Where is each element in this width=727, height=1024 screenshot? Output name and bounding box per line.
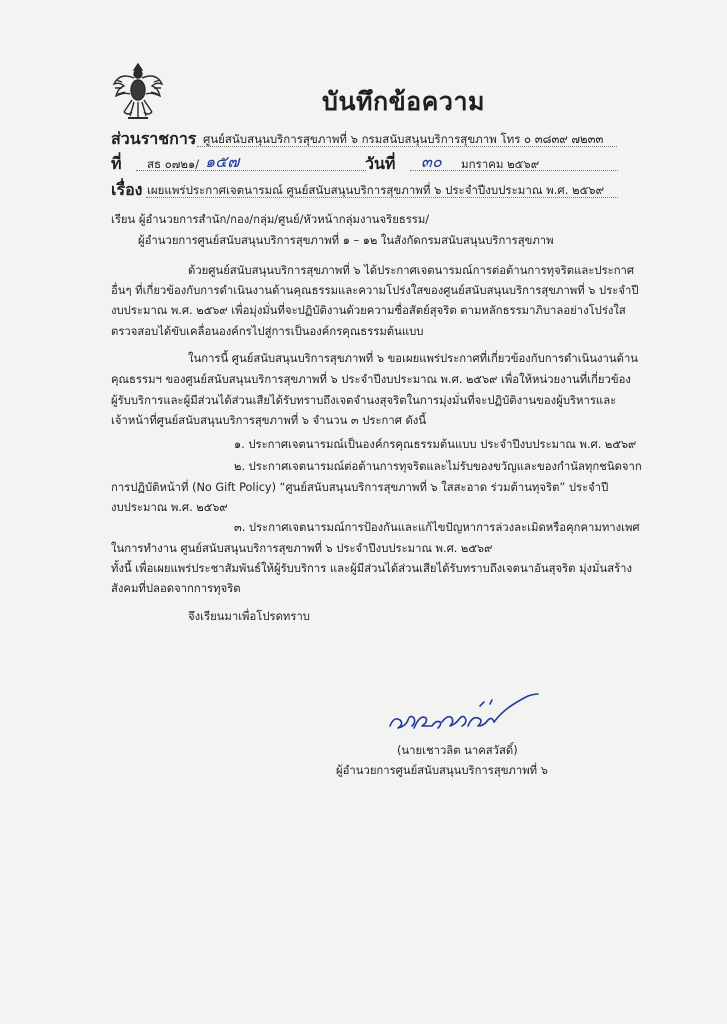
agency-value: ศูนย์สนับสนุนบริการสุขภาพที่ ๖ กรมสนับสนุนบริการสุขภาพ โทร ๐ ๓๘๓๙ ๗๒๓๓ <box>203 132 604 146</box>
item-2-line-1: ๒. ประกาศเจตนารมณ์ต่อต้านการทุจริตและไม่รับของขวัญและของกำนัลทุกชนิดจาก <box>234 460 642 473</box>
para1-line-4: ตรวจสอบได้ขับเคลื่อนองค์กรไปสู่การเป็นองค์กรคุณธรรมต้นแบบ <box>111 325 424 338</box>
date-rest: มกราคม ๒๕๖๙ <box>461 157 540 171</box>
date-label: วันที่ <box>365 154 396 173</box>
signer-position: ผู้อำนวยการศูนย์สนับสนุนบริการสุขภาพที่ ๖ <box>336 764 548 777</box>
garuda-emblem-icon <box>110 58 166 124</box>
agency-dotline <box>197 146 617 147</box>
item-3-line-1: ๓. ประกาศเจตนารมณ์การป้องกันและแก้ไขปัญหาการล่วงละเมิดหรือคุกคามทางเพศ <box>234 521 640 534</box>
addressee-line-2: ผู้อำนวยการศูนย์สนับสนุนบริการสุขภาพที่ ๑ – ๑๒ ในสังกัดกรมสนับสนุนบริการสุขภาพ <box>138 234 554 247</box>
subject-dotline <box>146 197 618 198</box>
item-2-line-2: การปฏิบัติหน้าที่ (No Gift Policy) “ศูนย์สนับสนุนบริการสุขภาพที่ ๖ ใสสะอาด ร่วมต้านทุจริต” ประจำปี <box>111 481 609 494</box>
item-3-line-2: ในการทำงาน ศูนย์สนับสนุนบริการสุขภาพที่ ๖ ประจำปีงบประมาณ พ.ศ. ๒๕๖๙ <box>111 542 493 555</box>
ref-dotline <box>136 170 366 171</box>
ref-value: สธ ๐๗๒๑/ <box>147 157 200 171</box>
ref-number-handwritten: ๑๕๗ <box>205 152 240 171</box>
subject-value: เผยแพร่ประกาศเจตนารมณ์ ศูนย์สนับสนุนบริการสุขภาพที่ ๖ ประจำปีงบประมาณ พ.ศ. ๒๕๖๙ <box>147 183 605 197</box>
para3-line-2: สังคมที่ปลอดจากการทุจริต <box>111 582 241 595</box>
para2-line-2: คุณธรรมฯ ของศูนย์สนับสนุนบริการสุขภาพที่ ๖ ประจำปีงบประมาณ พ.ศ. ๒๕๖๙ เพื่อให้หน่วยงานที่เกี่ยวข้อง <box>111 373 631 386</box>
para1-line-3: งบประมาณ พ.ศ. ๒๕๖๙ เพื่อมุ่งมั่นที่จะปฏิบัติงานด้วยความซื่อสัตย์สุจริต ตามหลักธรรมาภิบาลอย่างโปร่งใส <box>111 304 626 317</box>
signer-name: (นายเชาวลิต นาคสวัสดิ์) <box>397 744 518 757</box>
para1-line-1: ด้วยศูนย์สนับสนุนบริการสุขภาพที่ ๖ ได้ประกาศเจตนารมณ์การต่อต้านการทุจริตและประกาศ <box>188 264 635 277</box>
closing-text: จึงเรียนมาเพื่อโปรดทราบ <box>188 610 310 623</box>
para3-line-1: ทั้งนี้ เพื่อเผยแพร่ประชาสัมพันธ์ให้ผู้รับบริการ และผู้มีส่วนได้ส่วนเสียได้รับทราบถึงเจตนาอันสุจริต มุ่งมั่นสร้าง <box>111 562 633 575</box>
para2-line-3: ผู้รับบริการและผู้มีส่วนได้ส่วนเสียได้รับทราบถึงเจตจำนงสุจริตในการมุ่งมั่นที่จะปฏิบัติงานของผู้บริหารและ <box>111 394 617 407</box>
agency-label: ส่วนราชการ <box>111 129 197 148</box>
subject-label: เรื่อง <box>111 180 143 199</box>
signature-icon <box>384 692 544 740</box>
memo-title: บันทึกข้อความ <box>322 87 485 116</box>
item-1: ๑. ประกาศเจตนารมณ์เป็นองค์กรคุณธรรมต้นแบบ ประจำปีงบประมาณ พ.ศ. ๒๕๖๙ <box>234 438 637 451</box>
addressee-line-1: เรียน ผู้อำนวยการสำนัก/กอง/กลุ่ม/ศูนย์/หัวหน้ากลุ่มงานจริยธรรม/ <box>111 213 430 226</box>
para2-line-4: เจ้าหน้าที่ศูนย์สนับสนุนบริการสุขภาพที่ ๖ จำนวน ๓ ประกาศ ดังนี้ <box>111 414 427 427</box>
para1-line-2: อื่นๆ ที่เกี่ยวข้องกับการดำเนินงานด้านคุณธรรมและความโปร่งใสของศูนย์สนับสนุนบริการสุขภาพที่ ๖ ประจำปี <box>111 284 639 297</box>
ref-label: ที่ <box>111 154 122 173</box>
para2-line-1: ในการนี้ ศูนย์สนับสนุนบริการสุขภาพที่ ๖ ขอเผยแพร่ประกาศที่เกี่ยวข้องกับการดำเนินงานด้าน <box>188 352 639 365</box>
date-dotline <box>410 170 618 171</box>
date-day-handwritten: ๓๐ <box>421 152 442 171</box>
item-2-line-3: งบประมาณ พ.ศ. ๒๕๖๙ <box>111 501 228 514</box>
